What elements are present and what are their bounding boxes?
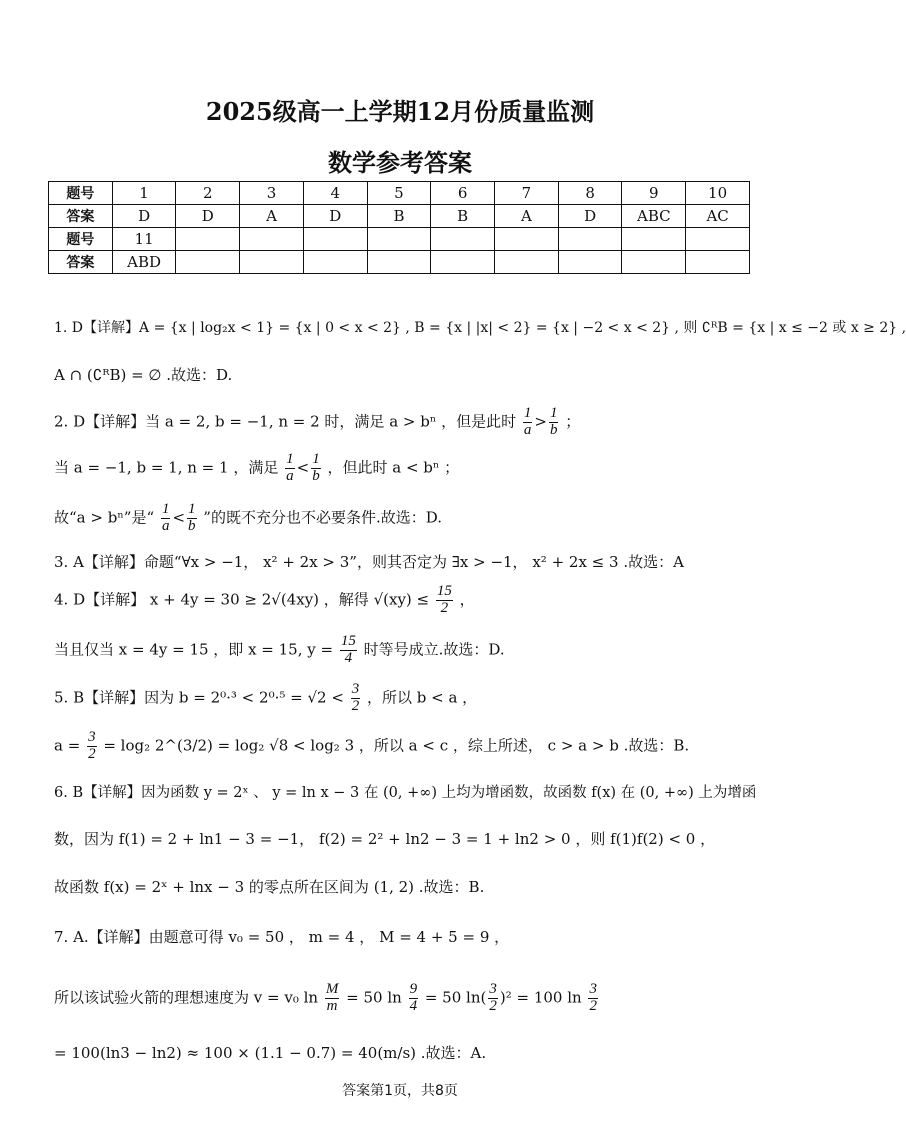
answer-cell xyxy=(558,251,622,274)
question-number xyxy=(622,228,686,251)
answer-cell xyxy=(367,251,431,274)
solution-3-line: 3. A【详解】命题“∀x > −1， x² + 2x > 3”，则其否定为 ∃x > −1， x² + 2x ≤ 3 .故选：A xyxy=(54,553,684,571)
fraction-denominator: b xyxy=(312,467,320,484)
solution-6-line-1: 6. B【详解】因为函数 y = 2ˣ 、 y = ln x − 3 在 (0, +∞) 上均为增函数，故函数 f(x) 在 (0, +∞) 上为增函 xyxy=(54,785,757,801)
solution-2-text: ”的既不充分也不必要条件.故选：D. xyxy=(203,508,442,527)
answer-cell xyxy=(686,251,750,274)
solution-4-line-2 xyxy=(54,634,505,667)
solution-5-line-2 xyxy=(54,730,689,763)
fraction-1-over-a xyxy=(285,452,295,485)
fraction-denominator: b xyxy=(188,517,196,534)
fraction-M-over-m xyxy=(325,982,340,1015)
fraction-denominator: 2 xyxy=(440,599,449,616)
fraction-numerator: 1 xyxy=(286,451,294,467)
fraction-1-over-b xyxy=(549,406,559,439)
fraction-numerator: 3 xyxy=(589,981,597,997)
fraction-denominator: 4 xyxy=(344,649,353,666)
fraction-numerator: 1 xyxy=(188,501,196,517)
answer-cell xyxy=(176,251,240,274)
solution-7-text: )² = 100 ln xyxy=(499,988,582,1007)
fraction-denominator: 2 xyxy=(88,745,96,762)
fraction-numerator: 15 xyxy=(340,633,356,649)
fraction-denominator: a xyxy=(286,467,294,484)
question-number: 5 xyxy=(367,182,431,205)
question-number xyxy=(240,228,304,251)
answer-table xyxy=(48,181,750,274)
fraction-denominator: m xyxy=(326,997,338,1014)
question-number: 11 xyxy=(112,228,176,251)
fraction-denominator: a xyxy=(161,517,170,534)
solution-2-line-2: 当 a = −1, b = 1, n = 1 ，满足 $\frac{1}{a}$ < $\frac{1}{b}$ ，但此时 a < bⁿ ； xyxy=(54,451,460,484)
fraction-numerator: 3 xyxy=(88,729,96,745)
fraction-3-over-2 xyxy=(488,982,498,1015)
document-subtitle: 数学参考答案 xyxy=(328,148,472,177)
solution-4-text: ， xyxy=(459,590,475,609)
question-number: 10 xyxy=(686,182,750,205)
answer-cell: ABD xyxy=(112,251,176,274)
solution-2-text: 当 a = −1, b = 1, n = 1 ，满足 xyxy=(54,458,279,477)
fraction-numerator: 15 xyxy=(436,583,452,599)
fraction-1-over-b xyxy=(187,502,197,535)
row-label-question: 题号 xyxy=(49,228,113,251)
solution-4-text: 4. D【详解】 x + 4y = 30 ≥ 2√(4xy) ，解得 √(xy) ≤ xyxy=(54,590,430,609)
solution-6-line-3: 故函数 f(x) = 2ˣ + lnx − 3 的零点所在区间为 (1, 2) .故选：B. xyxy=(54,878,485,896)
solution-1-line-2: A ∩ (∁ᴿB) = ∅ .故选：D. xyxy=(54,366,233,384)
solution-7-line-1: 7. A.【详解】由题意可得 v₀ = 50 ， m = 4 ， M = 4 + 5 = 9 ， xyxy=(54,928,510,946)
fraction-numerator: M xyxy=(325,981,339,997)
fraction-denominator: 2 xyxy=(351,697,360,714)
answer-cell: A xyxy=(240,205,304,228)
fraction-numerator: 3 xyxy=(351,681,360,697)
answer-table-answer-row xyxy=(49,205,750,228)
question-number xyxy=(303,228,367,251)
answer-table-answer-row xyxy=(49,251,750,274)
question-number: 7 xyxy=(495,182,559,205)
fraction-numerator: 1 xyxy=(161,501,170,517)
solution-5-text: 5. B【详解】因为 b = 2⁰·³ < 2⁰·⁵ = √2 < xyxy=(54,688,344,707)
answer-table-number-row xyxy=(49,228,750,251)
document-title: 2025级高一上学期12月份质量监测 xyxy=(205,97,595,126)
answer-table-number-row xyxy=(49,182,750,205)
fraction-denominator: b xyxy=(549,421,558,438)
answer-cell xyxy=(240,251,304,274)
fraction-numerator: 1 xyxy=(523,405,532,421)
row-label-answer: 答案 xyxy=(49,251,113,274)
fraction-denominator: 2 xyxy=(489,997,497,1014)
solution-2-line-1: 2. D【详解】当 a = 2, b = −1, n = 2 时，满足 a > bⁿ ，但是此时 $\frac{1}{a}$ > $\frac{1}{b}$ ； xyxy=(54,405,581,438)
page-footer: 答案第1页，共8页 xyxy=(342,1083,458,1099)
solution-5-text: ，所以 b < a ， xyxy=(366,688,478,707)
fraction-1-over-a xyxy=(523,406,533,439)
answer-cell: AC xyxy=(686,205,750,228)
question-number xyxy=(176,228,240,251)
fraction-denominator: 4 xyxy=(409,997,418,1014)
fraction-9-over-4 xyxy=(409,982,419,1015)
solution-4-line-1 xyxy=(54,584,475,617)
row-label-question: 题号 xyxy=(49,182,113,205)
solution-7-line-2 xyxy=(54,982,600,1015)
fraction-3-over-2 xyxy=(588,982,598,1015)
solution-7-text: 所以该试验火箭的理想速度为 v = v₀ ln xyxy=(54,988,319,1007)
question-number xyxy=(431,228,495,251)
question-number: 6 xyxy=(431,182,495,205)
answer-cell: B xyxy=(431,205,495,228)
answer-cell xyxy=(495,251,559,274)
question-number: 4 xyxy=(303,182,367,205)
question-number xyxy=(558,228,622,251)
answer-cell: ABC xyxy=(622,205,686,228)
answer-cell xyxy=(622,251,686,274)
fraction-1-over-b xyxy=(311,452,321,485)
question-number xyxy=(367,228,431,251)
solution-2-text: 2. D【详解】当 a = 2, b = −1, n = 2 时，满足 a > bⁿ ，但是此时 xyxy=(54,412,517,431)
question-number: 3 xyxy=(240,182,304,205)
answer-cell: D xyxy=(303,205,367,228)
question-number: 9 xyxy=(622,182,686,205)
fraction-numerator: 3 xyxy=(489,981,497,997)
question-number xyxy=(495,228,559,251)
solution-2-text: ； xyxy=(565,412,581,431)
answer-cell: D xyxy=(558,205,622,228)
fraction-denominator: a xyxy=(523,421,532,438)
question-number: 8 xyxy=(558,182,622,205)
answer-cell xyxy=(303,251,367,274)
fraction-numerator: 1 xyxy=(312,451,320,467)
answer-cell: D xyxy=(112,205,176,228)
solution-2-text: 故“a > bⁿ”是“ xyxy=(54,508,155,527)
solution-2-text: ，但此时 a < bⁿ ； xyxy=(327,458,460,477)
question-number xyxy=(686,228,750,251)
question-number: 2 xyxy=(176,182,240,205)
solution-7-text: = 50 ln( xyxy=(424,988,487,1007)
solution-6-line-2: 数，因为 f(1) = 2 + ln1 − 3 = −1， f(2) = 2² + ln2 − 3 = 1 + ln2 > 0 ，则 f(1)f(2) < 0 ， xyxy=(54,830,716,848)
fraction-15-over-2 xyxy=(436,584,453,617)
solution-5-text: = log₂ 2^(3/2) = log₂ √8 < log₂ 3 ，所以 a < c ，综上所述， c > a > b .故选：B. xyxy=(103,736,690,755)
solution-5-text: a = xyxy=(54,736,81,755)
answer-cell: D xyxy=(176,205,240,228)
fraction-numerator: 1 xyxy=(549,405,558,421)
row-label-answer: 答案 xyxy=(49,205,113,228)
solution-7-text: = 50 ln xyxy=(346,988,402,1007)
solution-4-text: 时等号成立.故选：D. xyxy=(363,640,505,659)
fraction-1-over-a xyxy=(161,502,171,535)
fraction-denominator: 2 xyxy=(589,997,597,1014)
fraction-3-over-2 xyxy=(87,730,97,763)
answer-cell xyxy=(431,251,495,274)
answer-cell: A xyxy=(495,205,559,228)
solution-7-line-3: = 100(ln3 − ln2) ≈ 100 × (1.1 − 0.7) = 40(m/s) .故选：A. xyxy=(54,1044,487,1062)
fraction-15-over-4 xyxy=(340,634,357,667)
solution-5-line-1 xyxy=(54,682,477,715)
question-number: 1 xyxy=(112,182,176,205)
solution-4-text: 当且仅当 x = 4y = 15 ，即 x = 15, y = xyxy=(54,640,334,659)
solution-2-line-3: 故“a > bⁿ”是“ $\frac{1}{a}$ < $\frac{1}{b}$ ”的既不充分也不必要条件.故选：D. xyxy=(54,501,442,534)
solution-1-line-1: 1. D【详解】A = {x | log₂x < 1} = {x | 0 < x < 2} , B = {x | |x| < 2} = {x | −2 < x < 2} , 则 ∁ᴿB = {x | x ≤ −2 或 x ≥ 2} , xyxy=(54,320,906,336)
fraction-numerator: 9 xyxy=(409,981,418,997)
answer-cell: B xyxy=(367,205,431,228)
fraction-3-over-2 xyxy=(351,682,361,715)
